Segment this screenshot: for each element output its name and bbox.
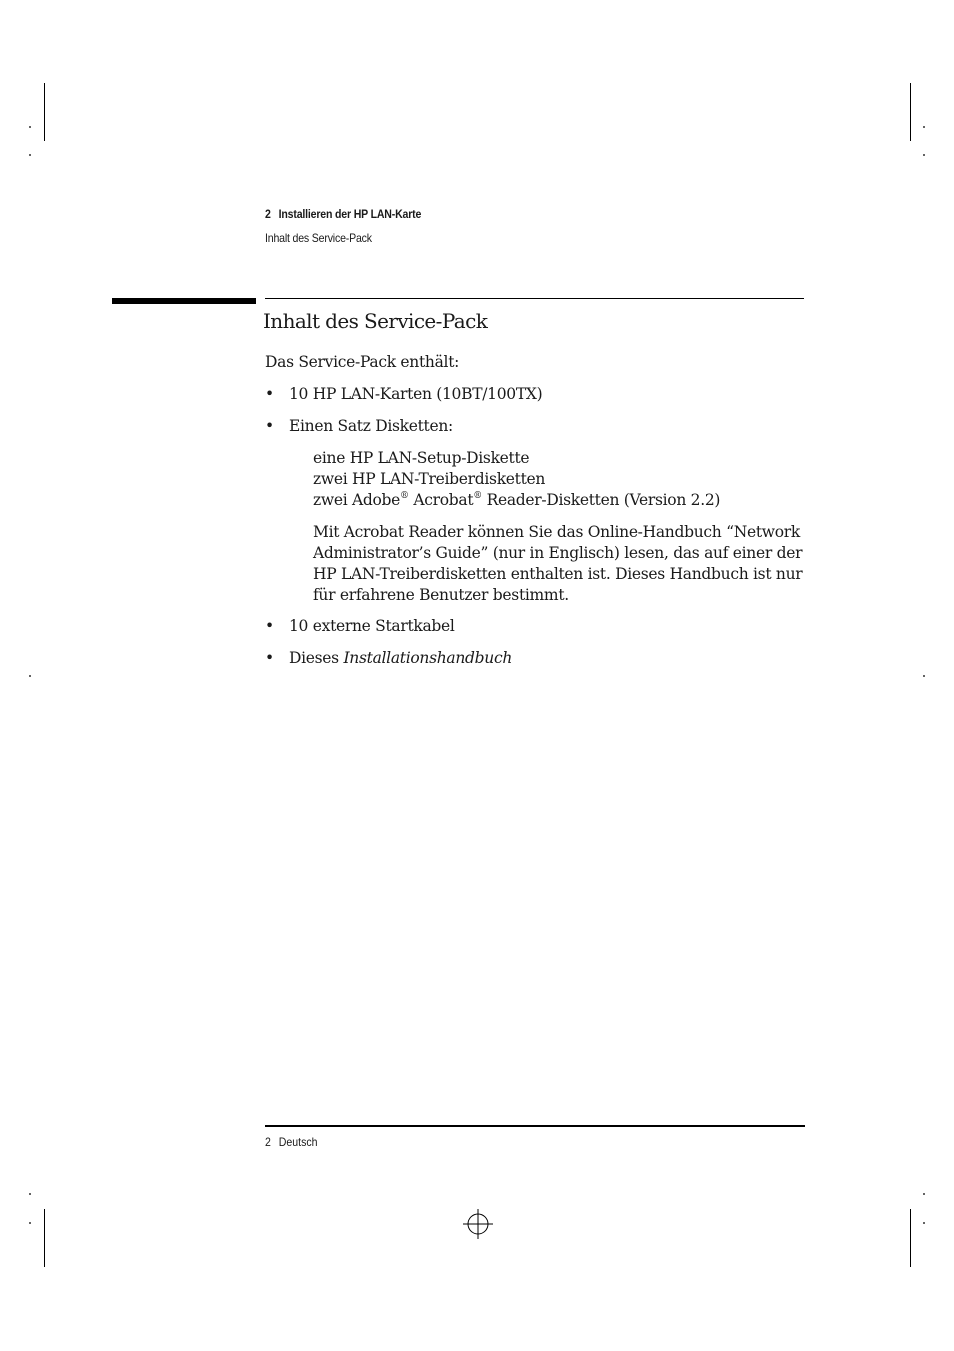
crop-dot [29, 675, 31, 677]
bullet-icon: • [265, 617, 274, 635]
item-cards: 10 HP LAN-Karten (10BT/100TX) [289, 385, 543, 403]
footer-rule [265, 1125, 805, 1127]
item-disks: Einen Satz Disketten: [289, 417, 453, 435]
disk-drivers: zwei HP LAN-Treiberdisketten [313, 470, 546, 488]
disk-list [313, 448, 805, 511]
bullet-icon: • [265, 417, 274, 435]
crop-dot [923, 675, 925, 677]
acrobat-note: Mit Acrobat Reader können Sie das Online-Handbuch “Network Administrator’s Guide” (nur in Englisch) lesen, das auf einer der HP LAN-Treiberdisketten enthalten ist. Dieses Handbuch ist nur für erfahrene Benutzer bestimmt. [313, 523, 803, 604]
crop-dot [923, 1222, 925, 1224]
crop-dot [29, 126, 31, 128]
crop-dot [923, 126, 925, 128]
reader-part1: zwei Adobe [313, 491, 401, 509]
page-number: 2 [265, 1135, 271, 1149]
manual-title: Installationshandbuch [343, 649, 513, 667]
crop-dot [923, 1193, 925, 1195]
registered-mark: ® [400, 491, 409, 501]
item-manual [289, 648, 512, 669]
crop-dot [29, 1193, 31, 1195]
item-cables: 10 externe Startkabel [289, 617, 455, 635]
disk-setup: eine HP LAN-Setup-Diskette [313, 449, 530, 467]
reader-part3: Reader-Disketten (Version 2.2) [482, 491, 721, 509]
section-heading: Inhalt des Service-Pack [263, 309, 488, 333]
crop-mark-bottom-right [910, 1209, 911, 1267]
crop-mark-top-right [910, 83, 911, 141]
crop-mark-bottom-left [44, 1209, 45, 1267]
running-header-chapter [265, 207, 421, 221]
running-header-section: Inhalt des Service-Pack [265, 231, 372, 245]
manual-prefix: Dieses [289, 649, 339, 667]
disk-reader [313, 490, 805, 511]
chapter-title: Installieren der HP LAN-Karte [278, 207, 422, 221]
crop-dot [923, 154, 925, 156]
bullet-icon: • [265, 649, 274, 667]
bullet-icon: • [265, 385, 274, 403]
section-rule-thin [265, 298, 804, 299]
crop-dot [29, 1222, 31, 1224]
crop-mark-top-left [44, 83, 45, 141]
crop-dot [29, 154, 31, 156]
section-rule-thick [112, 298, 256, 304]
registered-mark: ® [473, 491, 482, 501]
intro-text: Das Service-Pack enthält: [265, 353, 460, 371]
reader-part2: Acrobat [408, 491, 474, 509]
footer-language: Deutsch [278, 1135, 318, 1149]
chapter-number: 2 [265, 207, 271, 221]
page-footer [265, 1135, 318, 1149]
registration-mark-icon [463, 1209, 493, 1239]
